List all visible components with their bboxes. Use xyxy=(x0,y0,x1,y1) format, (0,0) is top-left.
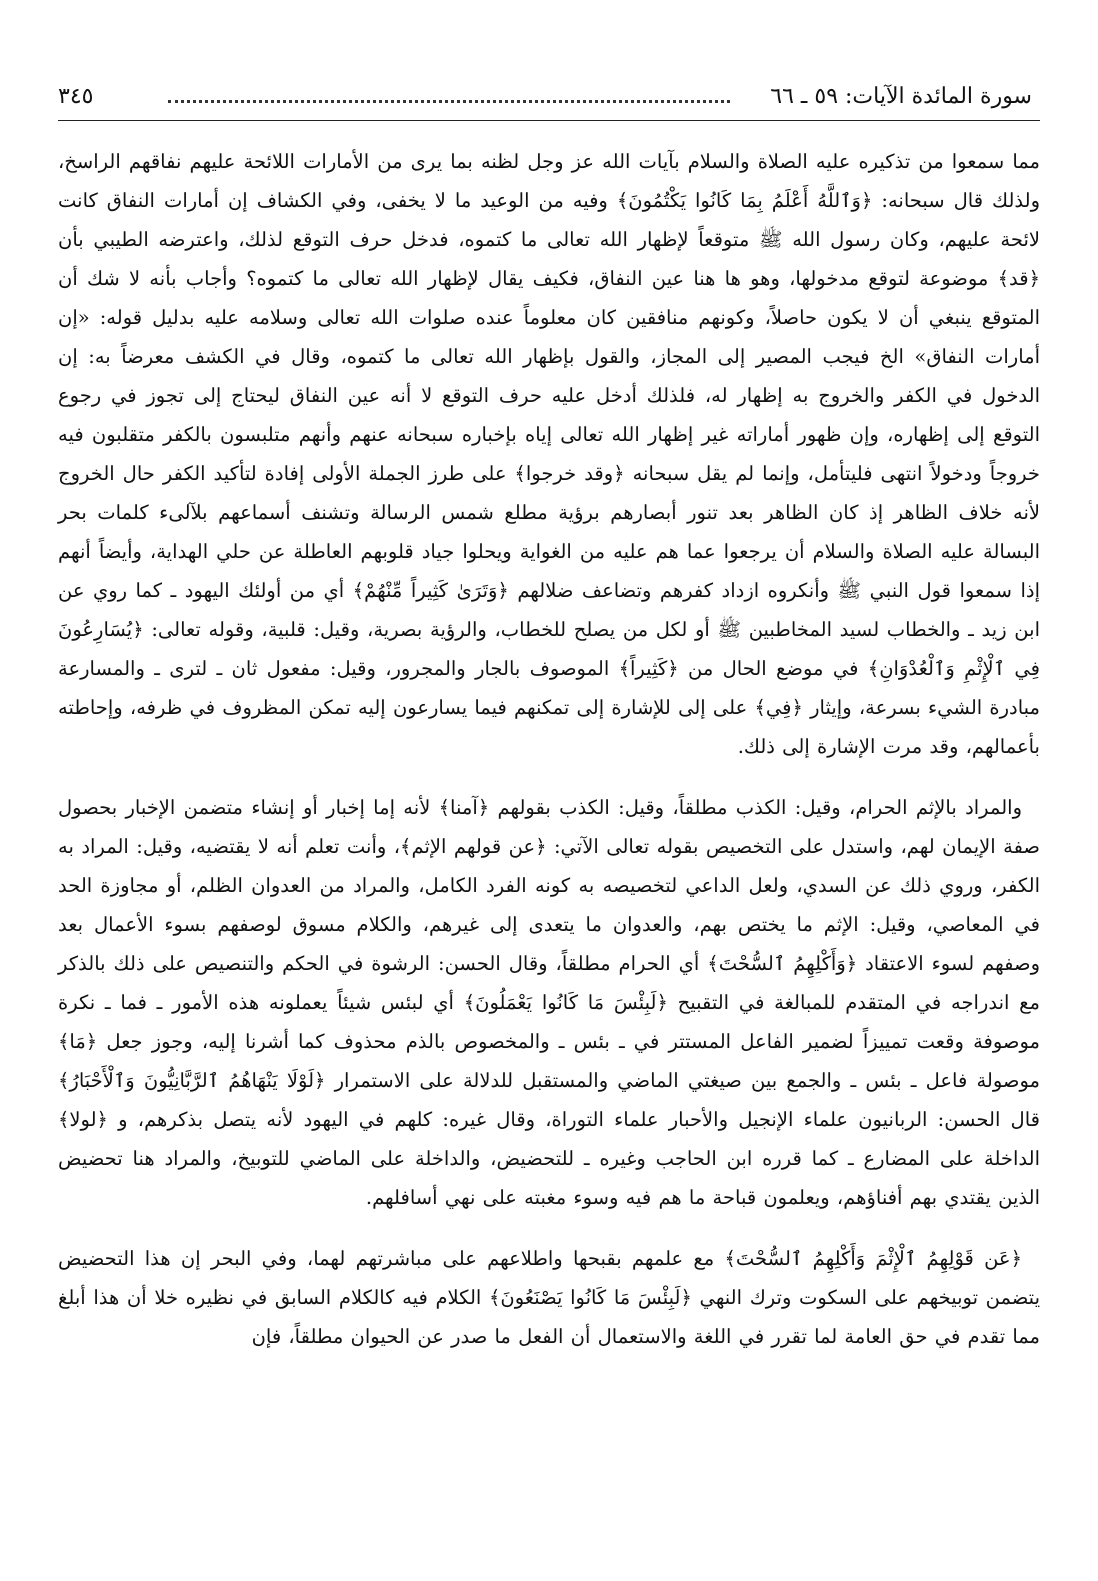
paragraph-3: ﴿عَن قَوْلِهِمُ ٱلْإِثْمَ وَأَكْلِهِمُ ٱلسُّحْتَ﴾ مع علمهم بقبحها واطلاعهم على مباشرتهم لهما، وفي البحر إن هذا التحضيض يتضمن توبيخهم على السكوت وترك النهي ﴿لَبِئْسَ مَا كَانُوا يَصْنَعُونَ﴾ الكلام فيه كالكلام السابق في نظيره خلا أن هذا أبلغ مما تقدم في حق العامة لما تقرر في اللغة والاستعمال أن الفعل ما صدر عن الحيوان مطلقاً، فإن xyxy=(58,1247,1040,1348)
page-number: ٣٤٥ xyxy=(58,84,94,109)
paragraph-1: مما سمعوا من تذكيره عليه الصلاة والسلام بآيات الله عز وجل لظنه بما يرى من الأمارات اللائحة عليهم نفاقهم الراسخ، ولذلك قال سبحانه: ﴿وَٱللَّهُ أَعْلَمُ بِمَا كَانُوا يَكْتُمُونَ﴾ وفيه من الوعيد ما لا يخفى، وفي الكشاف إن أمارات النفاق كانت لائحة عليهم، وكان رسول الله ﷺ متوقعاً لإظهار الله تعالى ما كتموه، فدخل حرف التوقع لذلك، واعترضه الطيبي بأن ﴿قد﴾ موضوعة لتوقع مدخولها، وهو ها هنا عين النفاق، فكيف يقال لإظهار الله تعالى ما كتموه؟ وأجاب بأنه لا شك أن المتوقع ينبغي أن لا يكون حاصلاً، وكونهم منافقين كان معلوماً عنده صلوات الله تعالى وسلامه عليه بدليل قوله: «إن أمارات النفاق» الخ فيجب المصير إلى المجاز، والقول بإظهار الله تعالى ما كتموه، وقال في الكشف معرضاً به: إن الدخول في الكفر والخروج به إظهار له، فلذلك أدخل عليه حرف التوقع لا أنه عين النفاق ليحتاج إلى تجوز في رجوع التوقع إلى إظهاره، وإن ظهور أماراته غير إظهار الله تعالى إياه بإخباره سبحانه عنهم وأنهم متلبسون بالكفر متقلبون فيه خروجاً ودخولاً انتهى فليتأمل، وإنما لم يقل سبحانه ﴿وقد خرجوا﴾ على طرز الجملة الأولى إفادة لتأكيد الكفر حال الخروج لأنه خلاف الظاهر إذ كان الظاهر بعد تنور أبصارهم برؤية مطلع شمس الرسالة وتشنف أسماعهم بلآلىء كلمات بحر البسالة عليه الصلاة والسلام أن يرجعوا عما هم عليه من الغواية ويحلوا جياد قلوبهم العاطلة عن حلي الهداية، وأيضاً أنهم إذا سمعوا قول النبي ﷺ وأنكروه ازداد كفرهم وتضاعف ضلالهم ﴿وَتَرَىٰ كَثِيراً مِّنْهُمْ﴾ أي من أولئك اليهود ـ كما روي عن ابن زيد ـ والخطاب لسيد المخاطبين ﷺ أو لكل من يصلح للخطاب، والرؤية بصرية، وقيل: قلبية، وقوله تعالى: ﴿يُسَارِعُونَ فِي ٱلْإِثْمِ وَٱلْعُدْوَانِ﴾ في موضع الحال من ﴿كَثِيراً﴾ الموصوف بالجار والمجرور، وقيل: مفعول ثان ـ لترى ـ والمسارعة مبادرة الشيء بسرعة، وإيثار ﴿فِي﴾ على إلى للإشارة إلى تمكنهم فيما يسارعون إليه تمكن المظروف في ظرفه، وإحاطته بأعمالهم، وقد مرت الإشارة إلى ذلك. xyxy=(58,150,1040,758)
page-body xyxy=(58,142,1040,1356)
paragraph-2: والمراد بالإثم الحرام، وقيل: الكذب مطلقاً، وقيل: الكذب بقولهم ﴿آمنا﴾ لأنه إما إخبار أو إنشاء متضمن الإخبار بحصول صفة الإيمان لهم، واستدل على التخصيص بقوله تعالى الآتي: ﴿عن قولهم الإثم﴾، وأنت تعلم أنه لا يقتضيه، وقيل: المراد به الكفر، وروي ذلك عن السدي، ولعل الداعي لتخصيصه به كونه الفرد الكامل، والمراد من العدوان الظلم، أو مجاوزة الحد في المعاصي، وقيل: الإثم ما يختص بهم، والعدوان ما يتعدى إلى غيرهم، والكلام مسوق لوصفهم بسوء الأعمال بعد وصفهم لسوء الاعتقاد ﴿وَأَكْلِهِمُ ٱلسُّحْتَ﴾ أي الحرام مطلقاً، وقال الحسن: الرشوة في الحكم والتنصيص على ذلك بالذكر مع اندراجه في المتقدم للمبالغة في التقبيح ﴿لَبِئْسَ مَا كَانُوا يَعْمَلُونَ﴾ أي لبئس شيئاً يعملونه هذه الأمور ـ فما ـ نكرة موصوفة وقعت تمييزاً لضمير الفاعل المستتر في ـ بئس ـ والمخصوص بالذم محذوف كما أشرنا إليه، وجوز جعل ﴿مَا﴾ موصولة فاعل ـ بئس ـ والجمع بين صيغتي الماضي والمستقبل للدلالة على الاستمرار ﴿لَوْلَا يَنْهَاهُمُ ٱلرَّبَّانِيُّونَ وَٱلْأَحْبَارُ﴾ قال الحسن: الربانيون علماء الإنجيل والأحبار علماء التوراة، وقال غيره: كلهم في اليهود لأنه يتصل بذكرهم، و ﴿لولا﴾ الداخلة على المضارع ـ كما قرره ابن الحاجب وغيره ـ للتحضيض، والداخلة على الماضي للتوبيخ، والمراد هنا تحضيض الذين يقتدي بهم أفناؤهم، ويعلمون قباحة ما هم فيه وسوء مغبته على نهي أسافلهم. xyxy=(58,796,1040,1209)
running-header xyxy=(58,78,1040,121)
book-page xyxy=(58,78,1040,1558)
surah-title: سورة المائدة الآيات: ٥٩ ـ ٦٦ xyxy=(770,84,1032,109)
leader-dots xyxy=(168,100,730,103)
